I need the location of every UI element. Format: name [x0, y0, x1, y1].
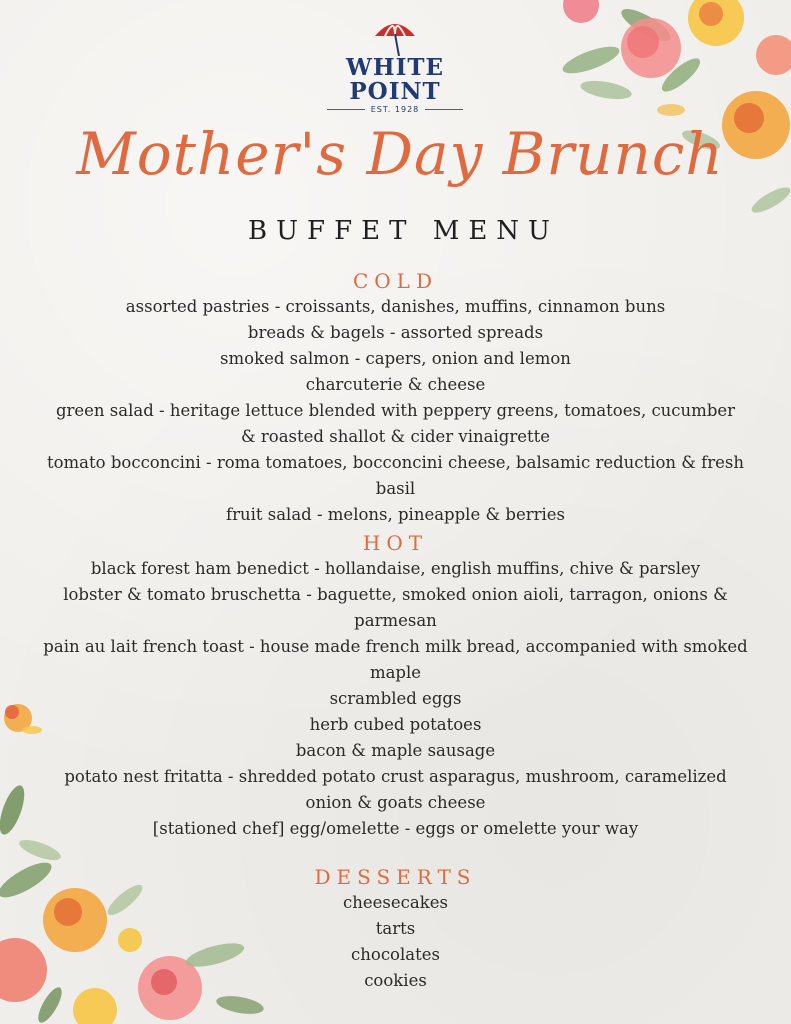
section-title-cold: COLD: [352, 269, 438, 293]
menu-item: cookies: [364, 971, 427, 990]
page-subtitle: BUFFET MENU: [248, 216, 559, 246]
umbrella-icon: [373, 18, 417, 56]
menu-content: [0, 268, 791, 994]
brand-logo: [300, 18, 490, 114]
menu-item: herb cubed potatoes: [309, 715, 482, 734]
menu-section-cold: [0, 268, 791, 528]
menu-item: [stationed chef] egg/omelette - eggs or omelette your way: [152, 819, 639, 838]
menu-item: tomato bocconcini - roma tomatoes, bocconcini cheese, balsamic reduction & fresh basil: [46, 453, 745, 498]
section-title-desserts: DESSERTS: [314, 865, 477, 889]
menu-item: pain au lait french toast - house made french milk bread, accompanied with smoked maple: [43, 637, 748, 682]
menu-item: breads & bagels - assorted spreads: [247, 323, 544, 342]
menu-section-desserts: [0, 864, 791, 994]
menu-item: bacon & maple sausage: [295, 741, 496, 760]
brand-established: EST. 1928: [300, 105, 490, 114]
menu-item: fruit salad - melons, pineapple & berries: [225, 505, 566, 524]
menu-item: potato nest fritatta - shredded potato crust asparagus, mushroom, caramelized onion & goats cheese: [64, 767, 727, 812]
menu-item: smoked salmon - capers, onion and lemon: [220, 349, 571, 368]
brand-name: WHITE POINT: [346, 54, 444, 105]
menu-item: assorted pastries - croissants, danishes, muffins, cinnamon buns: [125, 297, 666, 316]
menu-item: lobster & tomato bruschetta - baguette, smoked onion aioli, tarragon, onions & parmesan: [63, 585, 728, 630]
menu-item: tarts: [375, 919, 416, 938]
menu-item: scrambled eggs: [329, 689, 462, 708]
menu-item: green salad - heritage lettuce blended with peppery greens, tomatoes, cucumber & roasted shallot & cider vinaigrette: [55, 401, 736, 446]
menu-item: charcuterie & cheese: [305, 375, 486, 394]
section-title-hot: HOT: [362, 531, 429, 555]
menu-item: chocolates: [351, 945, 440, 964]
page-title: Mother's Day Brunch: [76, 120, 724, 188]
menu-item: black forest ham benedict - hollandaise, english muffins, chive & parsley: [90, 559, 701, 578]
menu-item: cheesecakes: [343, 893, 448, 912]
menu-section-hot: [0, 530, 791, 842]
